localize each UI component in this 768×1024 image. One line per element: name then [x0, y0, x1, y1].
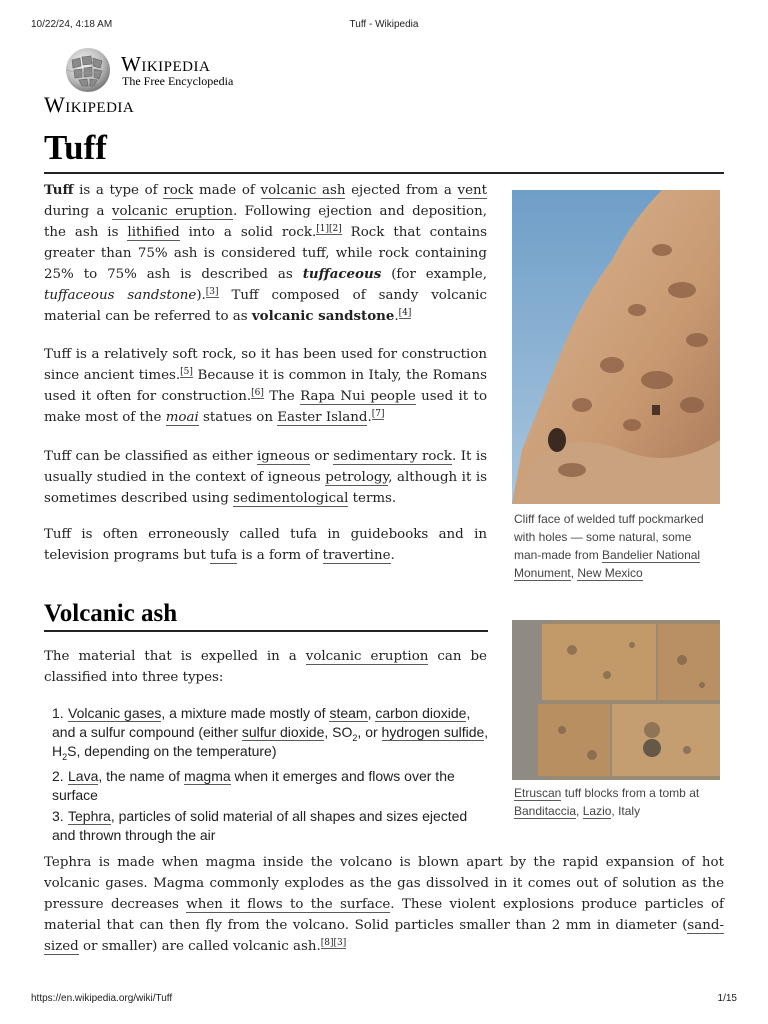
text: statues on [198, 410, 278, 425]
link-volcanic-gases[interactable]: Volcanic gases [68, 705, 162, 721]
text: The material that is expelled in a [44, 649, 306, 664]
link-new-mexico[interactable]: New Mexico [577, 566, 643, 580]
citation[interactable]: [3] [205, 286, 219, 297]
link-bandelier[interactable]: Bandelier National Monument [514, 548, 701, 580]
link-magma[interactable]: magma [183, 768, 231, 784]
section-paragraph-1 [44, 646, 487, 688]
text: is a type of [73, 183, 164, 198]
link-hydrogen-sulfide[interactable]: hydrogen sulfide [381, 724, 485, 740]
tab-title: Tuff - Wikipedia [349, 19, 419, 30]
intro-paragraph-2 [44, 344, 487, 428]
tuff-cliff-image[interactable] [512, 190, 720, 504]
link-rock[interactable]: rock [163, 183, 194, 198]
text: is a form of [237, 548, 323, 563]
tuff-blocks-image[interactable] [512, 620, 720, 780]
intro-paragraph-3 [44, 446, 487, 509]
text: , [576, 804, 583, 818]
text: . It is usually studied in the context of igneous [44, 449, 487, 485]
link-steam[interactable]: steam [329, 705, 368, 721]
text: can be classified into three types: [44, 649, 487, 685]
title-divider [44, 172, 724, 174]
text: , or [357, 724, 382, 740]
text: , SO [324, 724, 353, 740]
text: , [367, 705, 376, 721]
link-tephra[interactable]: Tephra [68, 808, 111, 824]
link-banditaccia[interactable]: Banditaccia [514, 804, 577, 818]
text: into a solid rock. [179, 225, 317, 240]
list-number: 2. [52, 768, 64, 784]
text: (for example, [381, 267, 487, 282]
citation[interactable]: [7] [371, 408, 385, 419]
citation[interactable]: [4] [398, 307, 412, 318]
section-heading-volcanic-ash: Volcanic ash [44, 600, 178, 627]
wikipedia-wordmark[interactable]: Wikipedia [121, 52, 211, 76]
link-tufa[interactable]: tufa [210, 548, 238, 563]
text: . [394, 309, 399, 324]
text: Cliff face of welded tuff pockmarked with holes — some natural, some man-made from [514, 512, 704, 562]
subscript: 2 [352, 732, 358, 743]
text: or [309, 449, 334, 464]
text: , and a sulfur compound (either [52, 705, 471, 740]
text: Tuff is often erroneously called tufa in guidebooks and in television programs but [44, 527, 487, 563]
list-item [52, 767, 482, 805]
citation[interactable]: [8][3] [320, 937, 347, 948]
print-datetime: 10/22/24, 4:18 AM [31, 19, 113, 30]
link-volcanic-ash[interactable]: volcanic ash [260, 183, 346, 198]
text: , H [52, 724, 489, 759]
link-sedimentary-rock[interactable]: sedimentary rock [333, 449, 453, 464]
text: . These violent explosions produce particles of material that can then fly from the volcano. Solid particles smaller than 2 mm in diameter ( [44, 897, 725, 933]
text: when it emerges and flows over the surface [52, 768, 455, 803]
text: Because it is common in Italy, the Romans used it often for construction. [44, 368, 487, 404]
intro-paragraph-4 [44, 524, 487, 566]
figure-caption-1 [514, 510, 714, 582]
link-etruscan[interactable]: Etruscan [514, 786, 562, 800]
bold-term: volcanic sandstone [251, 308, 395, 324]
text: , a mixture made mostly of [161, 705, 330, 721]
text: Tuff is a relatively soft rock, so it has been used for construction since ancient times. [44, 347, 487, 383]
list-item [52, 704, 492, 761]
text: , the name of [98, 768, 184, 784]
subscript: 2 [62, 751, 68, 762]
text: made of [193, 183, 261, 198]
intro-paragraph-1 [44, 180, 487, 327]
text: , [570, 566, 578, 580]
wikipedia-tagline: The Free Encyclopedia [122, 74, 234, 88]
citation[interactable]: [1][2] [316, 223, 342, 234]
link-petrology[interactable]: petrology [325, 470, 389, 485]
wikipedia-wordmark-secondary[interactable]: Wikipedia [44, 92, 135, 117]
text: The [263, 389, 301, 404]
text: used it to make most of the [44, 389, 488, 425]
text: , although it is sometimes described using [44, 470, 487, 506]
link-volcanic-eruption[interactable]: volcanic eruption [111, 204, 233, 219]
list-item [52, 807, 492, 845]
text: Tephra is made when magma inside the volcano is blown apart by the rapid expansion of hot volcanic gases. Magma commonly explodes as the gas dissolved in it comes out of solution as the pressure decreases [44, 855, 724, 912]
link-easter-island[interactable]: Easter Island [277, 410, 368, 425]
page-counter: 1/15 [717, 993, 737, 1004]
link-vent[interactable]: vent [457, 183, 487, 198]
text: S, depending on the temperature) [67, 743, 277, 759]
text: tuff blocks from a tomb at [561, 786, 700, 800]
citation[interactable]: [5] [180, 366, 193, 377]
text: Tuff composed of sandy volcanic material can be referred to as [44, 288, 487, 324]
text: Rock that contains greater than 75% ash is considered tuff, while rock containing 25% to 75% ash is described as [44, 225, 487, 282]
link-carbon-dioxide[interactable]: carbon dioxide [375, 705, 467, 721]
text: terms. [348, 491, 397, 506]
text: . [367, 410, 372, 425]
italic-term: tuffaceous sandstone [44, 288, 197, 303]
figure-caption-2 [514, 784, 714, 820]
text: ejected from a [345, 183, 458, 198]
text: , particles of solid material of all shapes and sizes ejected and thrown through the air [52, 808, 468, 843]
wikipedia-globe-icon[interactable] [62, 46, 114, 94]
citation[interactable]: [6] [251, 387, 264, 398]
link-igneous[interactable]: igneous [256, 449, 310, 464]
link-flows-to-surface[interactable]: when it flows to the surface [186, 897, 391, 912]
text: . [390, 548, 395, 563]
text: during a [44, 204, 112, 219]
text: ). [196, 288, 206, 303]
link-lazio[interactable]: Lazio [582, 804, 612, 818]
print-url: https://en.wikipedia.org/wiki/Tuff [31, 993, 173, 1004]
text: . Following ejection and deposition, the ash is [44, 204, 487, 240]
link-rapa-nui-people[interactable]: Rapa Nui people [300, 389, 416, 404]
text: , Italy [611, 804, 641, 818]
section-divider [44, 630, 488, 632]
list-number: 1. [52, 705, 64, 721]
link-travertine[interactable]: travertine [322, 548, 391, 563]
link-lithified[interactable]: lithified [127, 225, 180, 240]
bold-term: Tuff [44, 182, 74, 198]
link-sulfur-dioxide[interactable]: sulfur dioxide [241, 724, 325, 740]
link-volcanic-eruption[interactable]: volcanic eruption [305, 649, 429, 664]
page-title: Tuff [44, 128, 107, 167]
link-moai[interactable]: moai [165, 410, 199, 425]
text: or smaller) are called volcanic ash. [78, 939, 321, 954]
link-lava[interactable]: Lava [68, 768, 99, 784]
text: Tuff can be classified as either [44, 449, 257, 464]
link-sedimentological[interactable]: sedimentological [233, 491, 349, 506]
link-sand-sized[interactable]: sand-sized [44, 918, 724, 954]
bold-italic-term: tuffaceous [302, 266, 382, 282]
list-number: 3. [52, 808, 64, 824]
section-paragraph-2 [44, 852, 724, 957]
